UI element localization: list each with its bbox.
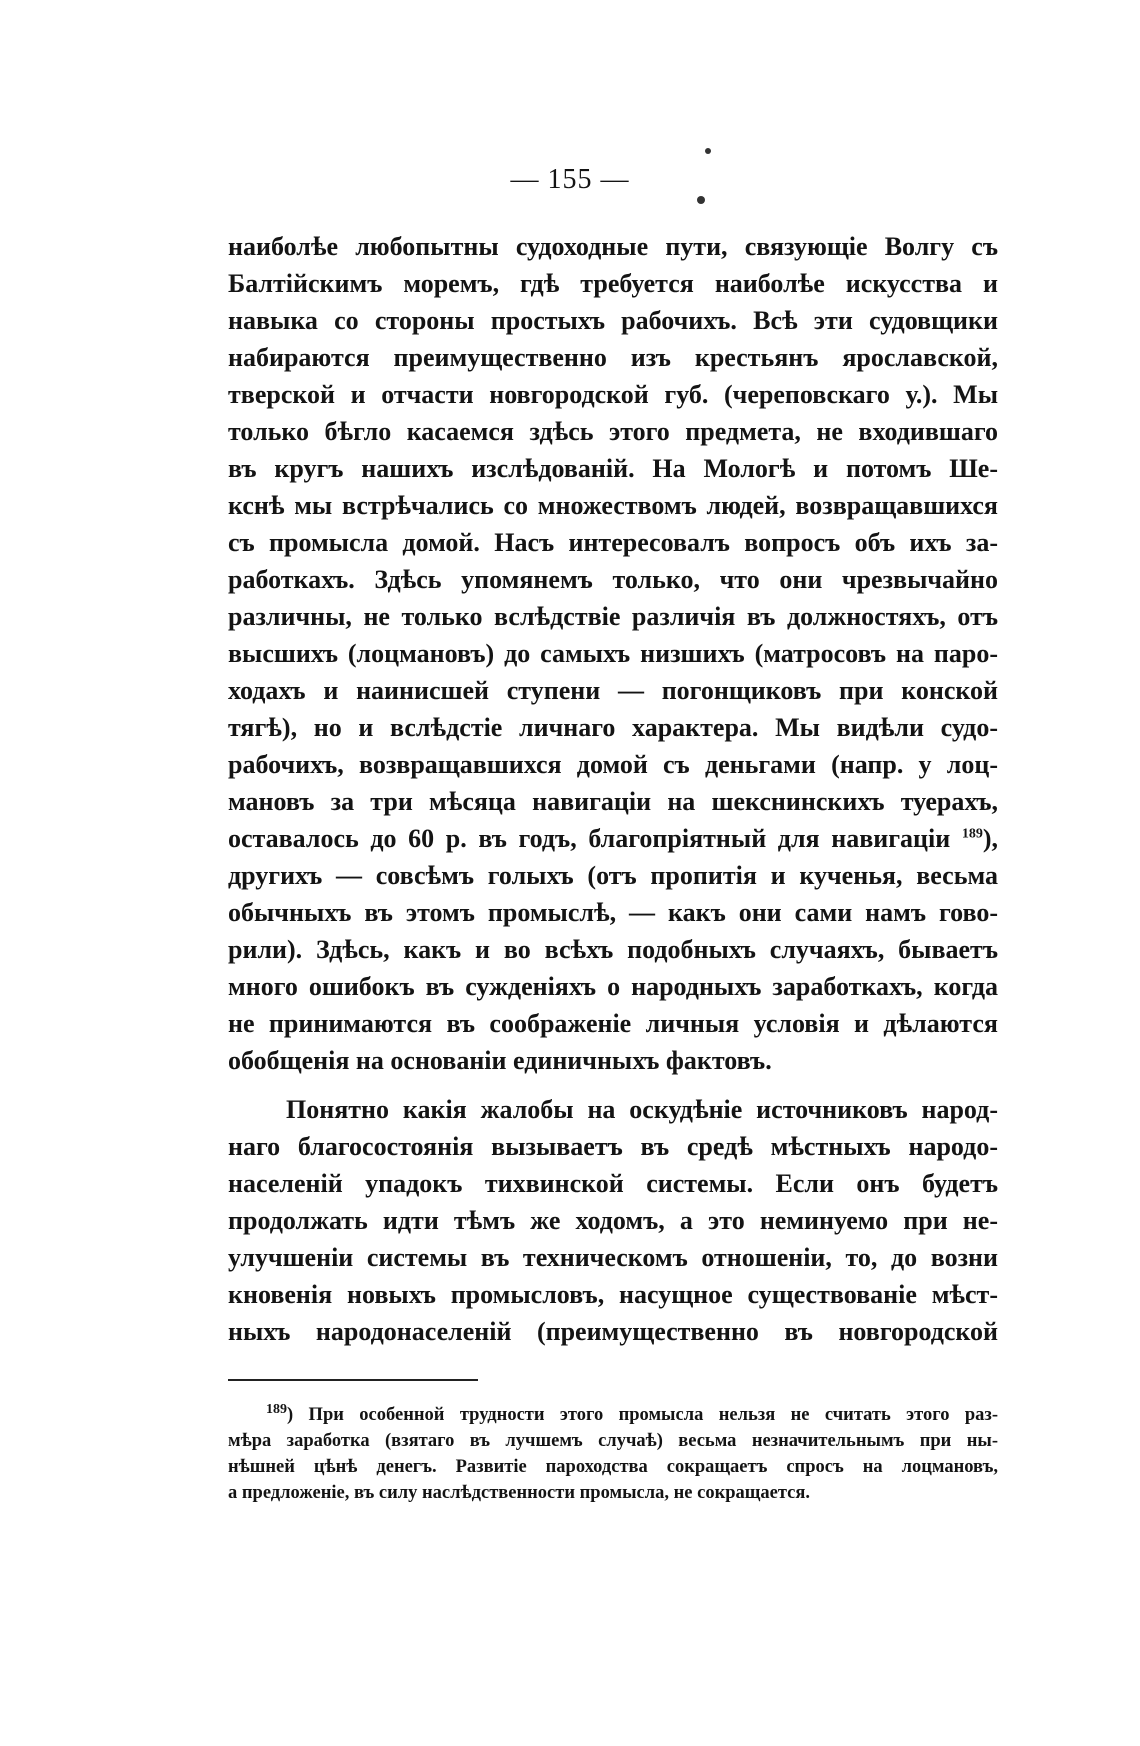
text-line: рили). Здѣсь, какъ и во всѣхъ подобныхъ случаяхъ, бываетъ	[228, 935, 998, 964]
text-line-tail: ),	[982, 824, 998, 853]
text-line: ныхъ народонаселеній (преимущественно въ новгородской	[228, 1317, 998, 1346]
text-line: обычныхъ въ этомъ промыслѣ, — какъ они сами намъ гово-	[228, 898, 998, 927]
text-line-main: оставалось до 60 р. въ годъ, благопріятный для навигаціи	[228, 824, 951, 853]
text-line: Понятно какія жалобы на оскудѣніе источниковъ народ-	[286, 1095, 998, 1124]
text-line: въ кругъ нашихъ изслѣдованій. На Мологѣ и потомъ Ше-	[228, 454, 998, 483]
text-line: мановъ за три мѣсяца навигаціи на шекснинскихъ туерахъ,	[228, 787, 998, 816]
footnote-line: нѣшней цѣнѣ денегъ. Развитіе пароходства сокращаетъ спросъ на лоцмановъ,	[228, 1457, 998, 1477]
text-line: кновенія новыхъ промысловъ, насущное существованіе мѣст-	[228, 1280, 998, 1309]
footnote-line	[228, 1402, 998, 1428]
text-line: высшихъ (лоцмановъ) до самыхъ низшихъ (матросовъ на паро-	[228, 639, 998, 668]
text-line: населеній упадокъ тихвинской системы. Если онъ будетъ	[228, 1169, 998, 1198]
text-line: наиболѣе любопытны судоходные пути, связующіе Волгу съ	[228, 232, 998, 261]
text-line: рабочихъ, возвращавшихся домой съ деньгами (напр. у лоц-	[228, 750, 998, 779]
footnote	[228, 1402, 998, 1506]
text-line: работкахъ. Здѣсь упомянемъ только, что они чрезвычайно	[228, 565, 998, 594]
footnote-line: а предложеніе, въ силу наслѣдственности промысла, не сокращается.	[228, 1483, 811, 1503]
text-line: много ошибокъ въ сужденіяхъ о народныхъ заработкахъ, когда	[228, 972, 998, 1001]
text-line: улучшеніи системы въ техническомъ отношеніи, то, до возни	[228, 1243, 998, 1272]
text-line: обобщенія на основаніи единичныхъ фактовъ.	[228, 1046, 772, 1075]
footnote-line-text: ) При особенной трудности этого промысла нельзя не считать этого раз-	[287, 1405, 998, 1425]
text-line: другихъ — совсѣмъ голыхъ (отъ пропитія и кученья, весьма	[228, 861, 998, 890]
footnote-marker: 189	[266, 1402, 287, 1417]
text-line: продолжать идти тѣмъ же ходомъ, а это неминуемо при не-	[228, 1206, 998, 1235]
text-line: только бѣгло касаемся здѣсь этого предмета, не входившаго	[228, 417, 998, 446]
ink-dot	[697, 196, 705, 204]
text-line: Балтійскимъ моремъ, гдѣ требуется наиболѣе искусства и	[228, 269, 998, 298]
text-line: наго благосостоянія вызываетъ въ средѣ мѣстныхъ народо-	[228, 1132, 998, 1161]
footnote-reference[interactable]: 189	[961, 826, 983, 842]
text-line: различны, не только вслѣдствіе различія въ должностяхъ, отъ	[228, 602, 998, 631]
text-line: съ промысла домой. Насъ интересовалъ вопросъ объ ихъ за-	[228, 528, 998, 557]
footnote-line: мѣра заработка (взятаго въ лучшемъ случаѣ) весьма незначительнымъ при ны-	[228, 1431, 998, 1451]
footnote-divider	[228, 1379, 478, 1381]
text-line: тягѣ), но и вслѣдстіе личнаго характера. Мы видѣли судо-	[228, 713, 998, 742]
text-line: кснѣ мы встрѣчались со множествомъ людей, возвращавшихся	[228, 491, 998, 520]
text-line: навыка со стороны простыхъ рабочихъ. Всѣ эти судовщики	[228, 306, 998, 335]
text-line: не принимаются въ соображеніе личныя условія и дѣлаются	[228, 1009, 998, 1038]
text-line: ходахъ и наинисшей ступени — погонщиковъ при конской	[228, 676, 998, 705]
page-number: — 155 —	[510, 164, 630, 195]
ink-dot	[705, 148, 711, 154]
main-text	[228, 228, 998, 1350]
text-line-with-footnote-ref	[228, 820, 998, 857]
paragraph-gap	[228, 1079, 998, 1091]
text-line: набираются преимущественно изъ крестьянъ ярославской,	[228, 343, 998, 372]
text-line: тверской и отчасти новгородской губ. (череповскаго у.). Мы	[228, 380, 998, 409]
